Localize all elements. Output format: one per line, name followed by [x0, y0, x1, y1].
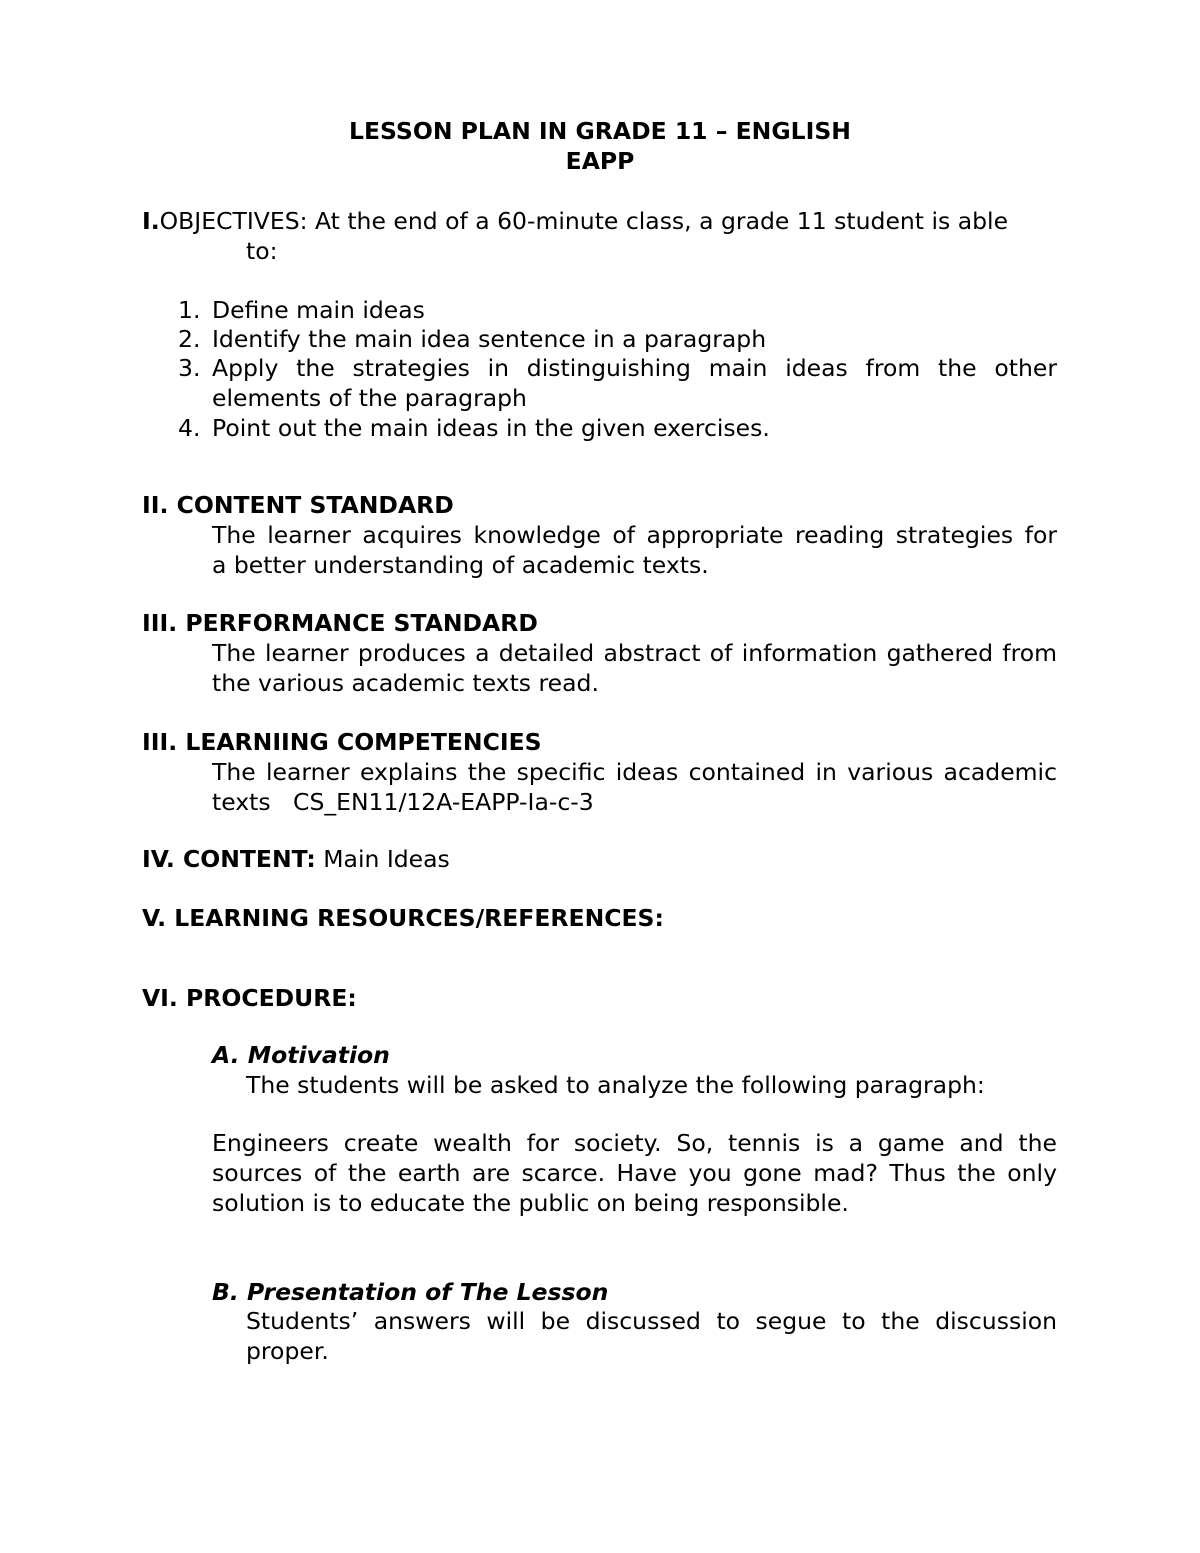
learning-competencies-heading: III. LEARNIING COMPETENCIES [142, 728, 542, 756]
objective-item: Point out the main ideas in the given exercises. [212, 414, 770, 442]
objectives-intro-line2: to: [246, 237, 278, 265]
objective-number: 4. [178, 414, 201, 442]
objective-item: Identify the main idea sentence in a paragraph [212, 325, 767, 353]
objectives-intro-line: I.OBJECTIVES: At the end of a 60-minute class, a grade 11 student is able [142, 207, 1009, 235]
motivation-paragraph: solution is to educate the public on being responsible. [212, 1189, 849, 1217]
objectives-heading: I. [142, 207, 160, 235]
presentation-text: Students’ answers will be discussed to segue to the discussion [246, 1307, 1057, 1335]
document-subtitle: EAPP [565, 147, 635, 175]
motivation-heading: A. Motivation [212, 1041, 390, 1069]
objective-item: Define main ideas [212, 296, 425, 324]
procedure-heading: VI. PROCEDURE: [142, 984, 357, 1012]
motivation-instruction: The students will be asked to analyze the following paragraph: [246, 1071, 985, 1099]
content-heading: IV. CONTENT: [142, 845, 316, 873]
objective-item-continued: elements of the paragraph [212, 384, 527, 412]
objective-number: 3. [178, 354, 201, 382]
motivation-paragraph: Engineers create wealth for society. So, tennis is a game and the [212, 1129, 1057, 1157]
content-standard-heading: II. CONTENT STANDARD [142, 491, 454, 519]
motivation-paragraph: sources of the earth are scarce. Have you gone mad? Thus the only [212, 1159, 1057, 1187]
presentation-text: proper. [246, 1337, 329, 1365]
objective-item: Apply the strategies in distinguishing main ideas from the other [212, 354, 1057, 382]
learning-competencies-code: texts CS_EN11/12A-EAPP-Ia-c-3 [212, 788, 594, 816]
content-standard-text: The learner acquires knowledge of appropriate reading strategies for [212, 521, 1057, 549]
resources-heading: V. LEARNING RESOURCES/REFERENCES: [142, 904, 664, 932]
objective-number: 1. [178, 296, 201, 324]
document-title: LESSON PLAN IN GRADE 11 – ENGLISH [349, 117, 851, 145]
content-standard-text: a better understanding of academic texts. [212, 551, 709, 579]
objective-number: 2. [178, 325, 201, 353]
presentation-heading: B. Presentation of The Lesson [212, 1278, 609, 1306]
performance-standard-text: The learner produces a detailed abstract of information gathered from [212, 639, 1057, 667]
learning-competencies-text: The learner explains the specific ideas contained in various academic [212, 758, 1057, 786]
content-value: Main Ideas [315, 845, 450, 873]
content-line [142, 844, 450, 874]
performance-standard-text: the various academic texts read. [212, 669, 599, 697]
performance-standard-heading: III. PERFORMANCE STANDARD [142, 609, 538, 637]
